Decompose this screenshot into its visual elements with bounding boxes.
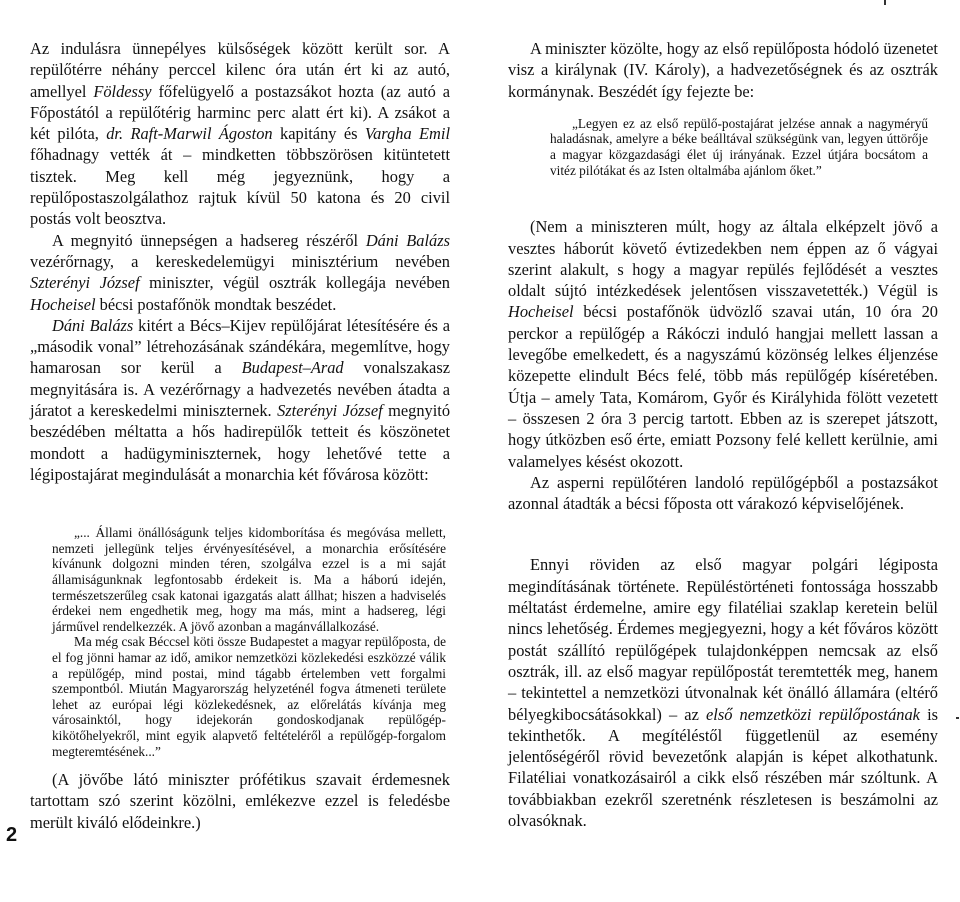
route-name: Budapest–Arad [241, 358, 344, 378]
left-column [30, 38, 450, 833]
person-name: Vargha Emil [364, 124, 450, 144]
person-name: Dáni Balázs [52, 315, 134, 335]
right-column [508, 38, 938, 831]
text-run: főhadnagy vették át – mindketten többszörösen kitüntetett tisztek. Meg kell még jegyeznünk, hogy a repülőpostaszolgálathoz rajtuk kívül 50 katona és 20 civil postás volt beosztva. [30, 145, 450, 229]
scan-mark-top [884, 0, 886, 5]
left-quote-block [52, 525, 446, 759]
right-paragraph-4 [508, 554, 938, 831]
page-number: 2 [6, 824, 18, 846]
emphasis: első nemzetközi repülőpostának [705, 704, 920, 724]
right-paragraph-1: A miniszter közölte, hogy az első repülőposta hódoló üzenetet visz a királynak (IV. Károly), a hadvezetőségnek és az osztrák kormánynak. Beszédét így fejezte be: [508, 39, 938, 101]
left-paragraph-3 [30, 315, 450, 485]
text-run: Ennyi röviden az első magyar polgári légiposta megindításának története. Repüléstörténeti fontossága hosszabb méltatást érdemelne, amire egy filatéliai szaklap keretein belül nincs lehetőség. Érdemes megjegyezni, hogy a két főváros között postát szállító repülőgépek tulajdonképpen nemcsak az első osztrák, ill. az első magyar repülőpostát teremtették meg, hanem – tekintettel a nemzetközi útvonalnak [508, 555, 938, 703]
scan-mark-right [956, 717, 959, 719]
quote-paragraph-2: Ma még csak Béccsel köti össze Budapestet a magyar repülőposta, de el fog jönni hamar az idő, amikor nemzetközi közlekedési eszközzé válik a repülőgép, mind postai, mind tágabb értelemben vett forgalmi szempontból. Miután Magyarország helyzeténél fogva átmeneti területe lehet az európai légi közlekedésnek, az előrelátás kívánja meg városainktól, hogy idejekorán gondoskodjanak repülőgép-kikötőhelyekről, mint egyik alapvető feltételéről a repülőgép-forgalom megteremtésének...” [52, 634, 446, 759]
quote-paragraph-1: „... Állami önállóságunk teljes kidomborítása és megóvása mellett, nemzeti jellegünk teljes érvényesítésével, a monarchia erősítésére kívánunk dolgozni minden téren, szolgálva ezzel is a mi saját államiságunknak legfontosabb érdekeit is. Ma a háború idején, természetszerűleg csak katonai igazgatás alatt állhat; hiszen a hadviselés érdekei nem engedhetik meg, hogy ma más, mint a hadsereg, légi járművel rendelkezzék. A jövő azonban a magánvállalkozásé. [52, 525, 446, 634]
text-run: (Nem a miniszteren múlt, hogy az általa elképzelt jövő a vesztes háborút követő évtizedekben nem éppen az ő vágyai szerint alakult, s hogy a magyar repülés fejlődését a vesztes oldalt sújtó intézkedések jelentősen visszavetették.) Végül is [508, 217, 938, 301]
text-run: bécsi postafőnök üdvözlő szavai után, 10 óra 20 perckor a repülőgép a Rákóczi induló hangjai mellett lassan a levegőbe emelkedett, és a nagyszámú közönség lelkes éljenzése közepette elindult Bécs felé, több más repülőgép kíséretében. Útja – amely Tata, Komárom, Győr és Királyhida fölött vezetett – összesen 2 óra 3 percig tartott. Ebben az is szerepet játszott, hogy útközben eső érte, emiatt Pozsony felé kellett kerülnie, ami valamelyes késést okozott. [508, 302, 938, 471]
person-name: dr. Raft-Marwil Ágoston [106, 124, 273, 144]
text-run: vezérőrnagy, a kereskedelemügyi minisztérium nevében [30, 251, 450, 271]
text-run: megnyitó beszédében méltatta a hős hadirepülők tetteit és köszönetet mondott a hadügyminiszternek, hogy lehetővé tette a légipostajárat megindulását a monarchia két fővárosa között: [30, 401, 451, 484]
person-name: Földessy [93, 81, 152, 101]
left-paragraph-1 [30, 38, 450, 230]
text-run: Az indulásra ünnepélyes külsőségek között került sor. A repülőtérre néhány perccel kilenc óra után ért ki az autó, amellyel [30, 39, 450, 101]
text-run: kitért a Bécs–Kijev repülőjárat létesítésére és a „második vonal” létrehozásának szándékára, megemlítve, hogy hamarosan sor kerül a [30, 315, 451, 378]
person-name: Szterényi József [277, 401, 383, 421]
right-quote-block [550, 116, 928, 178]
left-paragraph-4: (A jövőbe látó miniszter prófétikus szavait érdemesnek tartottam szó szerint közölni, emlékezve ezzel is feledésbe merült kiváló elődeinkre.) [30, 770, 450, 832]
text-run: bécsi postafőnök mondtak beszédet. [95, 294, 337, 314]
left-paragraph-2 [30, 230, 450, 315]
paragraph-gap [508, 514, 938, 554]
person-name: Hocheisel [30, 294, 96, 314]
text-run: is tekinthetők. A megítéléstől függetlenül az esemény jelentőségéről rövid bevezetőnk alapján is képet alkothatunk. Filatéliai vonatkozásairól a cikk első részében már szóltunk. A továbbiakban ezekről szeretnénk részletesen is beszámolni az olvasóknak. [508, 704, 938, 830]
person-name: Dáni Balázs [365, 230, 451, 250]
text-run: A megnyitó ünnepségen a hadsereg részéről [52, 230, 366, 250]
text-run: kapitány és [272, 124, 365, 144]
right-paragraph-2 [508, 216, 938, 472]
right-paragraph-3: Az asperni repülőtéren landoló repülőgépből a postazsákot azonnal átadták a bécsi főposta ott várakozó képviselőjének. [508, 472, 938, 514]
person-name: Szterényi József [30, 273, 140, 293]
text-run: két önálló államára (eltérő bélyegkibocsátásokkal) – az [508, 683, 938, 724]
text-run: vonalszakasz megnyitására is. A vezérőrnagy a hadvezetés nevében átadta a járatot a kereskedelmi miniszternek. [30, 358, 450, 421]
text-run: miniszter, végül osztrák kollegája nevében [139, 273, 450, 293]
quote-paragraph: „Legyen ez az első repülő-postajárat jelzése annak a nagyméryű haladásnak, amelyre a béke beálltával szükségünk van, legyen úttörője a magyar közgazdasági élet új irányának. Ezzel útjára bocsátom a vitéz pilótákat és az Isten oltalmába ajánlom őket.” [550, 115, 928, 178]
text-run: főfelügyelő a postazsákot hozta (az autó a Főpostától a repülőtérig harminc perc alatt ért ki). A zsákot a két pilóta, [30, 81, 450, 144]
person-name: Hocheisel [508, 302, 574, 322]
